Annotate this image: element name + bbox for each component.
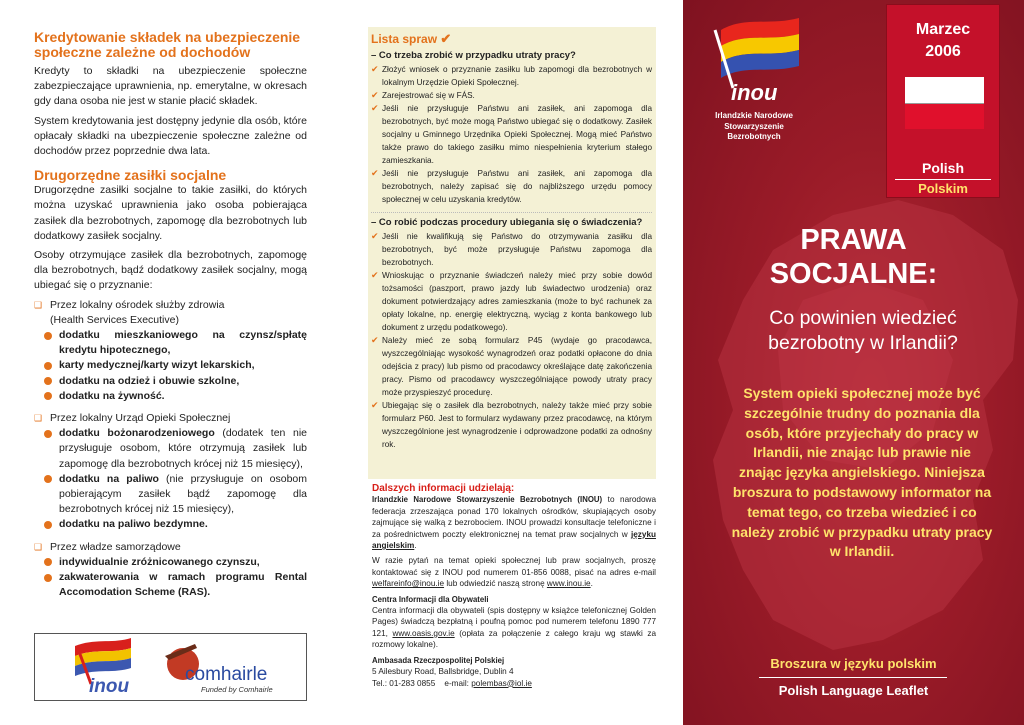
- cover-title-line2: SOCJALNE:: [769, 258, 938, 290]
- credits-system-paragraph: System kredytowania jest dostępny jedynie dla osób, które opłacały składki na ubezpieczenie społeczne zależne od dochodów przez poprzednie dwa lata.: [34, 114, 307, 158]
- checkmark-icon: ✔: [371, 64, 379, 74]
- footer-divider: [759, 677, 947, 678]
- section-heading-secondary-benefits: Drugorzędne zasiłki socjalne: [34, 167, 227, 184]
- svg-text:comhairle: comhairle: [185, 664, 268, 685]
- issue-year: 2006: [925, 43, 961, 60]
- svg-text:inou: inou: [89, 676, 130, 697]
- more-info-section: [368, 479, 656, 689]
- bullet-dot-icon: [44, 475, 52, 483]
- cover-subtitle: Co powinien wiedzieć bezrobotny w Irlandii?: [768, 307, 958, 354]
- checklist-item: ✔ Wnioskując o przyznanie świadczeń należy mieć przy sobie dowód tożsamości (paszport, prawo jazdy lub świadectwo urodzenia) oraz dokument potwierdzający adres zamieszkania (może to być rachunek za opłaty lokalne, np. energię elektryczną, wyciąg z konta bankowego lub dokument z urzędu podatkowego).: [371, 270, 652, 332]
- group-subheading: (Health Services Executive): [50, 313, 179, 326]
- cover-panel: [683, 0, 1024, 725]
- polish-flag-icon: [905, 77, 984, 129]
- checklist-item: ✔ Jeśli nie przysługuje Państwu ani zasiłek, ani zapomoga dla bezrobotnych, być może mogą Państwo ubiegać się o dodatkowy. Zasiłek socjalny u Gminnego Urzędnika Opieki Społecznej. Mogą mieć Państwo także prawo do takiego zasiłku mimo niespełnienia kryterium stałego zamieszkania.: [371, 103, 652, 165]
- bullet-dot-icon: [44, 558, 52, 566]
- group-health-office: [34, 298, 307, 328]
- group-heading: Przez lokalny Urząd Opieki Społecznej: [50, 412, 231, 425]
- bullet-dot-icon: [44, 521, 52, 529]
- question-job-loss: – Co trzeba zrobić w przypadku utraty pracy?: [371, 50, 576, 61]
- date-language-box: [886, 4, 1000, 198]
- checkbox-square-icon: ❑: [34, 541, 43, 552]
- checklist-item: ✔ Jeśli nie przysługuje Państwu ani zasiłek, ani zapomoga dla bezrobotnych, należy zapisać się do najbliższego urzędu pomocy społecznej w celu uzyskania kredytów.: [371, 168, 652, 204]
- bullet-dot-icon: [44, 392, 52, 400]
- left-column: [34, 30, 307, 601]
- citizens-info-heading: Centra Informacji dla Obywateli: [372, 594, 489, 604]
- group-heading: Przez władze samorządowe: [50, 540, 181, 553]
- more-info-title: Dalszych informacji udzielają:: [372, 483, 515, 494]
- list-item: dodatku mieszkaniowego na czynsz/spłatę kredytu hipotecznego,: [34, 328, 307, 358]
- svg-text:inou: inou: [731, 80, 778, 105]
- inou-logo-icon: [707, 16, 807, 108]
- language-english: Polish: [921, 160, 964, 176]
- bullet-dot-icon: [44, 332, 52, 340]
- svg-text:Funded by Comhairle: Funded by Comhairle: [201, 685, 273, 694]
- bullet-dot-icon: [44, 574, 52, 582]
- cover-title-line1: PRAWA: [800, 224, 907, 256]
- list-item: dodatku na odzież i obuwie szkolne,: [34, 374, 307, 389]
- question-application-procedure: – Co robić podczas procedury ubiegania się o świadczenia?: [371, 217, 643, 228]
- list-item: dodatku na żywność.: [34, 389, 307, 404]
- inou-website-link[interactable]: www.inou.ie: [546, 579, 591, 589]
- checkmark-icon: ✔: [371, 270, 379, 280]
- issue-month: Marzec: [915, 21, 971, 38]
- inou-contact: W razie pytań na temat opieki społecznej lub praw socjalnych, proszę kontaktować się z INOU pod numerem 01-856 0088, pisać na adres e-mail welfareinfo@inou.ie lub odwiedzić naszą stronę www.inou.ie.: [372, 556, 656, 589]
- list-item: dodatku na paliwo (nie przysługuje on osobom pobierającym zasiłek bądź zapomogę dla bezrobotnych krócej niż 15 miesięcy),: [34, 472, 307, 518]
- checklist-item: ✔ Złożyć wniosek o przyznanie zasiłku lub zapomogi dla bezrobotnych w lokalnym Urzędzie Opieki Społecznej.: [371, 64, 652, 87]
- list-item: karty medycznej/karty wizyt lekarskich,: [34, 358, 307, 373]
- citizens-info-text: Centra informacji dla obywateli (spis dostępny w książce telefonicznej Golden Pages) świadczą bezpłatną i poufną pomoc pod numerem telefonu 1890 777 121, www.oasis.gov.ie (opłata za połączenie z całego kraju wg stawki za rozmowy lokalne).: [372, 606, 656, 650]
- checklist-item: ✔ Zarejestrować się w FÁS.: [371, 90, 475, 100]
- divider: [371, 212, 652, 213]
- embassy-email-link[interactable]: polembas@iol.ie: [471, 678, 532, 688]
- list-item: dodatku bożonarodzeniowego (dodatek ten nie przysługuje osobom, które otrzymują zasiłek lub zapomogę dla bezrobotnych krócej niż 15 miesięcy),: [34, 426, 307, 472]
- list-item: zakwaterowania w ramach programu Rental Accomodation Scheme (RAS).: [34, 570, 307, 600]
- group-welfare-office: [34, 411, 307, 426]
- embassy-contact: Tel.: 01-283 0855 e-mail: polembas@iol.ie: [372, 678, 532, 688]
- embassy-address: 5 Ailesbury Road, Ballsbridge, Dublin 4: [372, 667, 514, 677]
- bullet-dot-icon: [44, 362, 52, 370]
- credits-paragraph: Kredyty to składki na ubezpieczenie społeczne zabezpieczające uprawnienia, np. emerytalne, w okresach gdy dana osoba nie jest w stanie płacić składek.: [34, 65, 307, 108]
- cover-blurb: System opieki społecznej może być szczególnie trudny do poznania dla osób, które przyjechały do pracy w Irlandii, nie znając lub prawie nie znając języka angielskiego. Niniejsza broszura to podstawowy informator na temat tego, co trzeba wiedzieć i co należy zrobić w przypadku utraty pracy w Irlandii.: [731, 385, 993, 560]
- footer-polish: Broszura w języku polskim: [770, 656, 937, 671]
- checkmark-icon: ✔: [371, 400, 379, 410]
- language-polish: Polskim: [918, 181, 968, 196]
- secondary-benefits-paragraph: Drugorzędne zasiłki socjalne to takie zasiłki, do których można uzyskać uprawnienia jako osoba pobierająca zasiłek dla bezrobotnych, zapomogę dla bezrobotnych lub dodatkowy zasiłek socjalny.: [34, 184, 307, 242]
- checklist-panel: [368, 27, 656, 479]
- embassy-heading: Ambasada Rzeczpospolitej Polskiej: [372, 655, 505, 665]
- bullet-dot-icon: [44, 377, 52, 385]
- org-name: Irlandzkie Narodowe Stowarzyszenie Bezrobotnych: [715, 111, 793, 141]
- checkmark-icon: ✔: [440, 31, 452, 46]
- checkmark-icon: ✔: [371, 231, 379, 241]
- checkbox-square-icon: ❑: [34, 299, 43, 310]
- inou-description: Irlandzkie Narodowe Stowarzyszenie Bezrobotnych (INOU) to narodowa federacja zrzeszająca ponad 170 lokalnych ośrodków, skupiających osoby zajmujące się walką z bezrobociem. INOU prowadzi konsultacje telefoniczne i za pośrednictwem poczty elektronicznej na temat praw socjalnych w języku angielskim.: [372, 495, 656, 551]
- group-local-authority: [34, 540, 307, 555]
- checkmark-icon: ✔: [371, 90, 379, 100]
- checkmark-icon: ✔: [371, 335, 379, 345]
- group-heading: Przez lokalny ośrodek służby zdrowia: [50, 298, 225, 311]
- checklist-title: Lista spraw ✔: [371, 31, 452, 46]
- oasis-website-link[interactable]: www.oasis.gov.ie: [392, 628, 455, 638]
- checkmark-icon: ✔: [371, 168, 379, 178]
- checkbox-square-icon: ❑: [34, 413, 43, 424]
- list-item: dodatku na paliwo bezdymne.: [34, 517, 307, 532]
- checkmark-icon: ✔: [371, 103, 379, 113]
- section-heading-credits: Kredytowanie składek na ubezpieczenie społeczne zależne od dochodów: [34, 29, 301, 60]
- checklist-item: ✔ Jeśli nie kwalifikują się Państwo do otrzymywania zasiłku dla bezrobotnych, być może przysługuje Państwu zapomoga dla bezrobotnych.: [371, 231, 652, 267]
- bullet-dot-icon: [44, 430, 52, 438]
- sponsor-logos-box: [34, 633, 307, 701]
- inou-logo-icon: [35, 634, 308, 702]
- middle-column: [368, 27, 656, 689]
- list-item: indywidualnie zróżnicowanego czynszu,: [34, 555, 307, 570]
- footer-english: Polish Language Leaflet: [778, 683, 929, 698]
- inou-email-link[interactable]: welfareinfo@inou.ie: [372, 579, 445, 589]
- checklist-item: ✔ Należy mieć ze sobą formularz P45 (wydaje go pracodawca, wyszczególniając wysokość wynagrodzeń oraz podatki opłacone do dnia odejścia z pracy) lub pismo od pracodawcy określające datę zakończenia pracy. Pismo od pracodawcy wyszczególniające powody utraty pracy może przyspieszyć procedurę.: [371, 335, 652, 397]
- checklist-item: ✔ Ubiegając się o zasiłek dla bezrobotnych, należy także mieć przy sobie formularz P60. Jest to formularz wydawany przez pracodawcę, na którym wyszczególnione jest wynagrodzenie i odprowadzone podatki za odnośny rok.: [371, 400, 652, 449]
- recipients-paragraph: Osoby otrzymujące zasiłek dla bezrobotnych, zapomogę dla bezrobotnych, bądź dodatkowy zasiłek socjalny, mogą ubiegać się o przyznanie:: [34, 249, 307, 292]
